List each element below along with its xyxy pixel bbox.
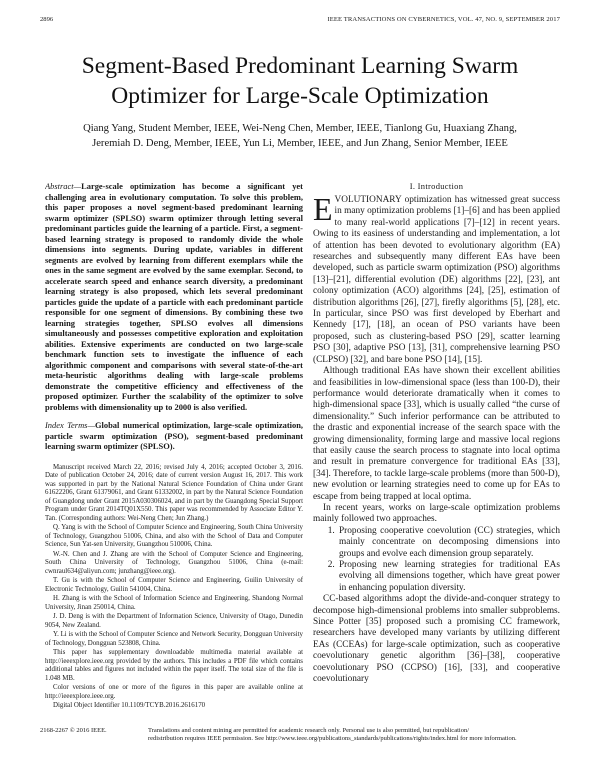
abstract-body: Large-scale optimization has become a significant yet challenging area in evolutionary computation. To solve this problem, this paper proposes a novel segment-based predominant learning swarm optimizer (SPLSO) swarm optimizer through letting several predominant particles guide the learning of a particle. First, a segment-based learning strategy is proposed to randomly divide the whole dimensions into segments. During update, variables in different segments are evolved by learning from different exemplars while the ones in the same segment are evolved by the same exemplar. Second, to accelerate search speed and enhance search diversity, a predominant learning strategy is also proposed, which lets several predominant particles guide the update of a particle with each predominant particle responsible for one segment of dimensions. By combining these two learning strategies together, SPLSO evolves all dimensions simultaneously and possesses competitive exploration and exploitation abilities. Extensive experiments are conducted on two large-scale benchmark function sets to investigate the influence of each algorithmic component and comparisons with several state-of-the-art meta-heuristic algorithms dealing with large-scale problems demonstrate the competitive efficiency and effectiveness of the proposed optimizer. Further the scalability of the optimizer to solve problems with dimensionality up to 2000 is also verified.: [45, 181, 303, 412]
author-list: [40, 122, 560, 151]
intro-paragraph-2: Although traditional EAs have shown their excellent abilities and feasibilities in low-dimensional space (less than 100-D), their performance would deteriorate dramatically when it comes to high-dimensional space [33], which is usually called “the curse of dimensionality.” Such inferior performance can be attributed to the drastic and exponential increase of the search space with the growing dimensionality, forming large and massive local regions that easily cause the search process to stagnate into local optima and result in premature convergence for traditional EAs [33], [34]. Therefore, to tackle large-scale problems (more than 500-D), new evolution or learning strategies need to come up for EAs to escape from being trapped at local optima.: [313, 366, 560, 502]
right-column: [313, 181, 560, 717]
drop-cap: E: [313, 191, 333, 227]
permission-notice: [148, 727, 560, 743]
index-terms-lead: Index Terms—: [45, 420, 95, 430]
index-terms-body: Global numerical optimization, large-scale optimization, particle swarm optimization (PSO), segment-based predominant learning swarm optimizer (SPLSO).: [45, 420, 303, 451]
footnote-affiliation-gu: T. Gu is with the School of Computer Science and Engineering, Guilin University of Electronic Technology, Guilin 541004, China.: [45, 577, 303, 593]
approach-list: [313, 526, 560, 594]
footnote-affiliation-h-zhang: H. Zhang is with the School of Information Science and Engineering, Shandong Normal University, Jinan 250014, China.: [45, 595, 303, 611]
title-line-1: Segment-Based Predominant Learning Swarm: [81, 53, 519, 79]
footnote-affiliation-li: Y. Li is with the School of Computer Science and Network Security, Dongguan University of Technology, Dongguan 523808, China.: [45, 631, 303, 647]
title-line-2: Optimizer for Large-Scale Optimization: [111, 83, 489, 109]
abstract-lead: Abstract—: [45, 181, 82, 191]
left-column: [45, 181, 303, 717]
footnote-doi: Digital Object Identifier 10.1109/TCYB.2016.2616170: [53, 702, 206, 709]
authors-line-2: Jeremiah D. Deng, Member, IEEE, Yun Li, Member, IEEE, and Jun Zhang, Senior Member, IEEE: [92, 137, 508, 149]
footnote-affiliation-deng: J. D. Deng is with the Department of Information Science, University of Otago, Dunedin 9054, New Zealand.: [45, 613, 303, 629]
running-header: [40, 16, 560, 28]
intro-paragraph-4: CC-based algorithms adopt the divide-and-conquer strategy to decompose high-dimensional problems into smaller subproblems. Since Potter [35] proposed such a promising CC framework, researchers have developed many variants by utilizing different EAs (CCEAs) for large-scale optimization, such as cooperative coevolutionary genetic algorithm [36]–[38], cooperative coevolutionary PSO (CCPSO) [16], [33], and cooperative coevolutionary: [313, 594, 560, 685]
index-terms: [45, 420, 303, 452]
journal-name: IEEE TRANSACTIONS ON CYBERNETICS, VOL. 47, NO. 9, SEPTEMBER 2017: [327, 16, 560, 23]
permission-line-1: Translations and content mining are permitted for academic research only. Personal use is also permitted, but republication/: [148, 727, 469, 734]
intro-paragraph-3: In recent years, works on large-scale optimization problems mainly followed two approaches.: [313, 502, 560, 525]
intro-paragraph-1-text: VOLUTIONARY optimization has witnessed great success in many optimization problems [1]–[6] and has been applied to many real-world applications [7]–[12] in recent years. Owing to its easiness of understanding and implementation, a lot of attention has been devoted to evolutionary algorithm (EA) researches and subsequently many different EAs have been developed, such as particle swarm optimization (PSO) algorithms [13]–[21], differential evolution (DE) algorithms [22], [23], ant colony optimization (ACO) algorithms [24], [25], estimation of distribution algorithms [26], [27], firefly algorithms [5], [28], etc. In particular, since PSO was first developed by Eberhart and Kennedy [17], [18], an ocean of PSO variants have been proposed, such as clustering-based PSO [29], scatter learning PSO [30], adaptive PSO [13], [31], comprehensive learning PSO (CLPSO) [32], and bare bone PSO [14], [15].: [313, 195, 560, 365]
issn-copyright: 2168-2267 © 2016 IEEE.: [40, 727, 107, 734]
list-item: 2. Proposing new learning strategies for traditional EAs evolving all dimensions together, which have great power in enhancing population diversity.: [337, 560, 560, 594]
list-item: 1. Proposing cooperative coevolution (CC) strategies, which mainly concentrate on decomposing dimensions into groups and evolve each dimension group separately.: [337, 526, 560, 560]
footnote-manuscript: Manuscript received March 22, 2016; revised July 4, 2016; accepted October 3, 2016. Date of publication October 24, 2016; date of current version August 16, 2017. This work was supported in part by the National Natural Science Foundation of China under Grant 61622206, Grant 61379061, and Grant 61332002, in part by the Natural Science Foundation of Guangdong under Grant 2015A030306024, and in part by the Guangdong Special Support Program under Grant 2014TQ01X550. This paper was recommended by Associate Editor Y. Tan. (Corresponding authors: Wei-Neng Chen; Jun Zhang.): [45, 463, 303, 522]
permission-line-2: redistribution requires IEEE permission. See http://www.ieee.org/publications_standards/publications/rights/index.html for more information.: [148, 735, 517, 743]
section-heading: I. Introduction: [409, 181, 464, 191]
paper-title: [40, 51, 560, 111]
footnote-color-versions: Color versions of one or more of the figures in this paper are available online at http://ieeexplore.ieee.org.: [45, 684, 303, 700]
footnote-affiliation-chen-zhang: W.-N. Chen and J. Zhang are with the School of Computer Science and Engineering, South China University of Technology, Guangzhou 51006, China (e-mail: cwnraul634@aliyun.com; junzhang@ieee.org).: [45, 550, 303, 575]
footnotes: [45, 464, 303, 711]
page-number: 2896: [40, 16, 54, 23]
footnote-supplementary: This paper has supplementary downloadable multimedia material available at http://ieeexplore.ieee.org provided by the authors. This includes a PDF file which contains additional tables and figures not included within the paper itself. The total size of the file is 1.048 MB.: [45, 649, 303, 682]
footnote-affiliation-yang: Q. Yang is with the School of Computer Science and Engineering, South China University of Technology, Guangzhou 51006, China, and also with the School of Data and Computer Science, Sun Yat-sen University, Guangzhou 510006, China.: [45, 524, 303, 548]
authors-line-1: Qiang Yang, Student Member, IEEE, Wei-Neng Chen, Member, IEEE, Tianlong Gu, Huaxiang Zhang,: [83, 123, 517, 134]
intro-paragraph-1: [313, 191, 560, 366]
abstract: [45, 181, 303, 412]
